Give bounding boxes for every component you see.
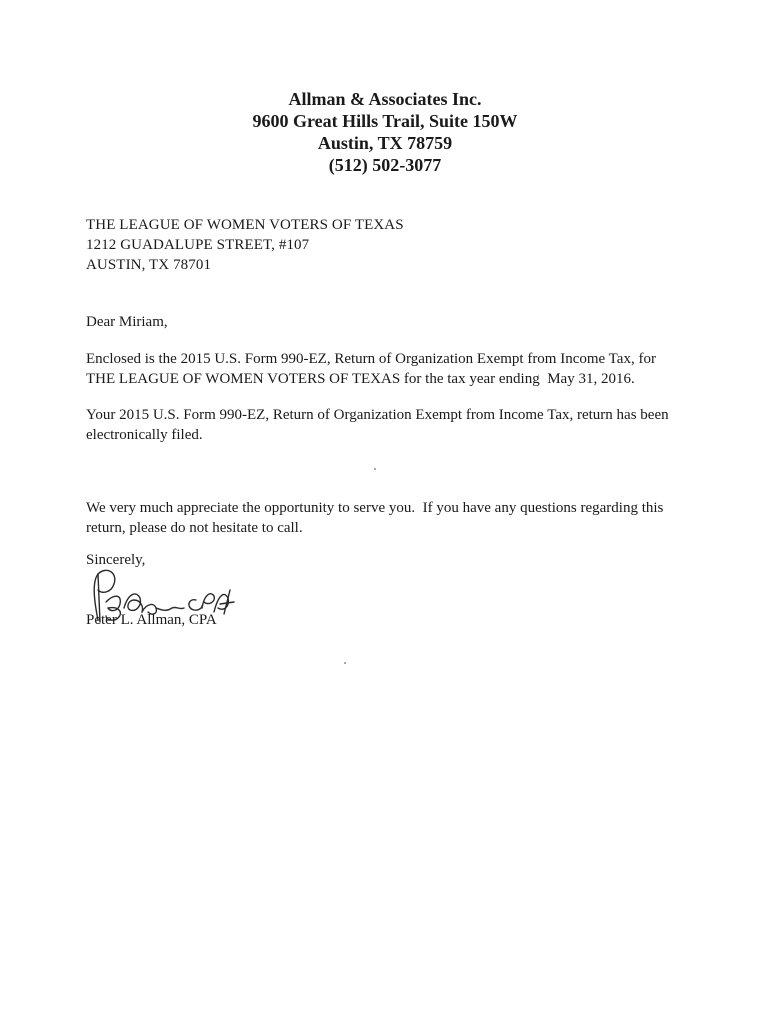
recipient-name: THE LEAGUE OF WOMEN VOTERS OF TEXAS [86,217,404,233]
closing: Sincerely, [86,552,146,568]
scan-speck [374,468,376,470]
recipient-city: AUSTIN, TX 78701 [86,257,212,273]
body-paragraph-2-line-2: electronically filed. [86,427,203,443]
company-phone: (512) 502-3077 [328,155,442,175]
body-paragraph-2-line-1: Your 2015 U.S. Form 990-EZ, Return of Organization Exempt from Income Tax, return has been [86,407,669,423]
company-name: Allman & Associates Inc. [288,89,482,109]
company-street: 9600 Great Hills Trail, Suite 150W [252,111,518,131]
body-paragraph-3 [86,498,686,538]
letterhead [0,88,770,176]
body-paragraph-1-line-2: THE LEAGUE OF WOMEN VOTERS OF TEXAS for the tax year ending May 31, 2016. [86,371,635,387]
body-paragraph-3-line-2: return, please do not hesitate to call. [86,520,303,536]
salutation: Dear Miriam, [86,314,168,330]
signer-name: Peter L. Allman, CPA [86,612,217,628]
body-paragraph-1 [86,349,686,389]
recipient-street: 1212 GUADALUPE STREET, #107 [86,237,310,253]
company-city: Austin, TX 78759 [317,133,453,153]
body-paragraph-2 [86,405,686,445]
recipient-address [86,215,404,275]
body-paragraph-3-line-1: We very much appreciate the opportunity to serve you. If you have any questions regarding this [86,500,664,516]
scan-speck [344,662,346,664]
body-paragraph-1-line-1: Enclosed is the 2015 U.S. Form 990-EZ, Return of Organization Exempt from Income Tax, for [86,351,656,367]
